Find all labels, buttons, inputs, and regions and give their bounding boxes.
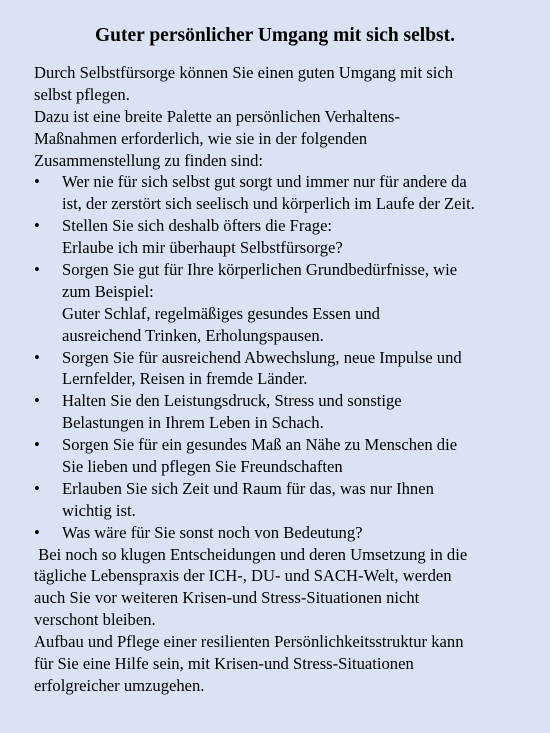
intro-line: Dazu ist eine breite Palette an persönlichen Verhaltens- [34,106,401,126]
bullet-line: wichtig ist. [62,500,136,520]
list-item [34,171,534,215]
bullet-line: zum Beispiel: [62,281,154,301]
bullet-line: Guter Schlaf, regelmäßiges gesundes Essen und [62,303,380,323]
bullet-line: Stellen Sie sich deshalb öfters die Frage: [62,216,333,236]
closing-paragraph [34,544,534,697]
bullet-line: ist, der zerstört sich seelisch und körperlich im Laufe der Zeit. [62,194,475,214]
list-item [34,347,534,391]
list-item [34,478,534,522]
closing-line: erfolgreicher umzugehen. [34,675,205,695]
bullet-icon: • [34,260,40,280]
bullet-line: Erlauben Sie sich Zeit und Raum für das, was nur Ihnen [62,478,434,498]
document-body [34,62,534,697]
closing-line: tägliche Lebenspraxis der ICH-, DU- und SACH-Welt, werden [34,566,452,586]
closing-line: auch Sie vor weiteren Krisen-und Stress-Situationen nicht [34,588,420,608]
closing-line: Aufbau und Pflege einer resilienten Persönlichkeitsstruktur kann [34,632,464,652]
list-item [34,434,534,478]
bullet-icon: • [34,478,40,498]
list-item [34,390,534,434]
bullet-line: ausreichend Trinken, Erholungspausen. [62,325,324,345]
bullet-line: Belastungen in Ihrem Leben in Schach. [62,413,324,433]
bullet-icon: • [34,347,40,367]
bullet-line: Lernfelder, Reisen in fremde Länder. [62,369,308,389]
bullet-line: Halten Sie den Leistungsdruck, Stress und sonstige [62,391,402,411]
closing-line: verschont bleiben. [34,610,156,630]
list-item [34,215,534,259]
bullet-icon: • [34,522,40,542]
bullet-icon: • [34,391,40,411]
bullet-line: Was wäre für Sie sonst noch von Bedeutung? [62,522,363,542]
bullet-icon: • [34,435,40,455]
closing-line: für Sie eine Hilfe sein, mit Krisen-und Stress-Situationen [34,654,414,674]
intro-line: Durch Selbstfürsorge können Sie einen guten Umgang mit sich [34,63,454,82]
bullet-line: Sorgen Sie für ein gesundes Maß an Nähe zu Menschen die [62,435,458,455]
list-item [34,259,534,347]
intro-line: Maßnahmen erforderlich, wie sie in der folgenden [34,128,368,148]
bullet-line: Erlaube ich mir überhaupt Selbstfürsorge? [62,238,343,258]
bullet-line: Sorgen Sie gut für Ihre körperlichen Grundbedürfnisse, wie [62,260,458,280]
bullet-icon: • [34,172,40,192]
intro-paragraph [34,62,534,171]
page-title: Guter persönlicher Umgang mit sich selbst. [94,25,456,46]
closing-line: Bei noch so klugen Entscheidungen und deren Umsetzung in die [34,544,468,564]
intro-line: selbst pflegen. [34,84,130,104]
list-item [34,522,534,544]
bullet-icon: • [34,216,40,236]
intro-line: Zusammenstellung zu finden sind: [34,150,264,170]
bullet-line: Sorgen Sie für ausreichend Abwechslung, neue Impulse und [62,347,462,367]
bullet-list [34,171,534,543]
bullet-line: Sie lieben und pflegen Sie Freundschaften [62,457,343,477]
bullet-line: Wer nie für sich selbst gut sorgt und immer nur für andere da [62,172,467,192]
